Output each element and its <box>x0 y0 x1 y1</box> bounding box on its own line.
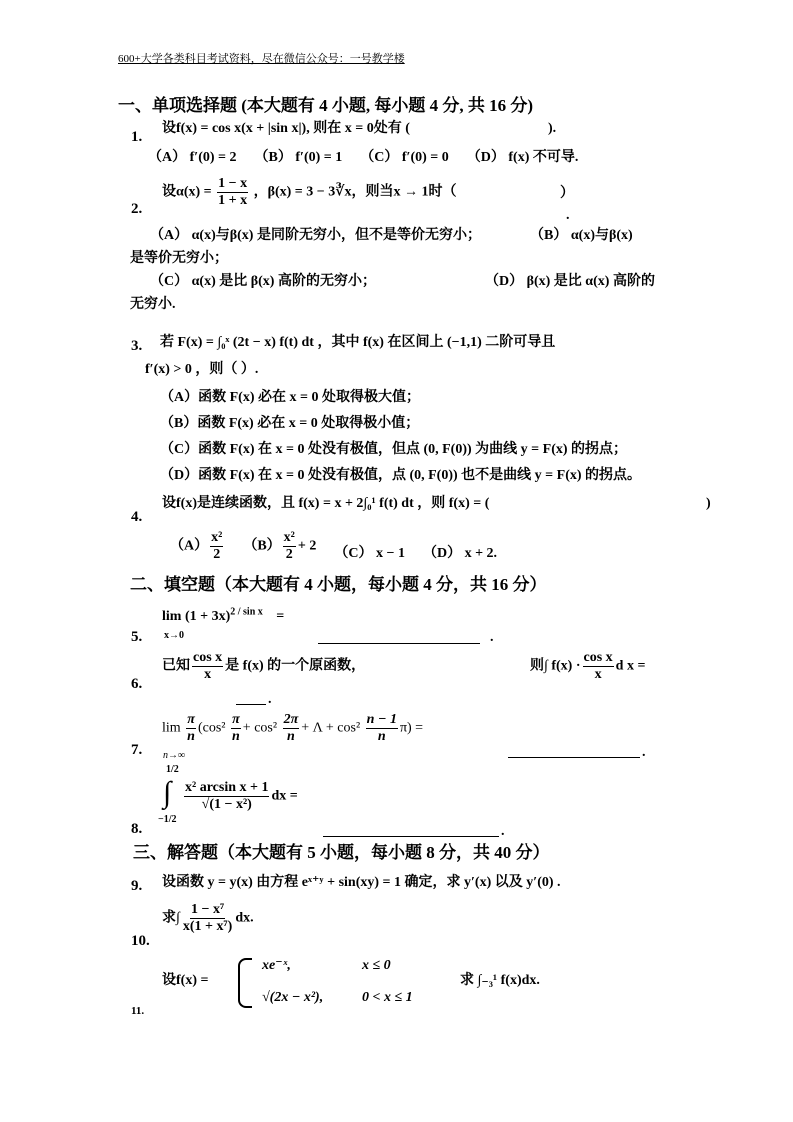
question-stem: 设函数 y = y(x) 由方程 eˣ⁺ʸ + sin(xy) = 1 确定，求 y′(x) 以及 y′(0) . <box>162 875 561 890</box>
upper-limit: 1/2 <box>166 764 179 775</box>
fraction <box>366 712 398 745</box>
stem-suffix: dx. <box>235 910 254 926</box>
option-d: （D） f(x) 不可导. <box>466 150 579 165</box>
question-number: 11. <box>131 1005 145 1017</box>
question-number: 8. <box>131 821 143 837</box>
option-d: （D）函数 F(x) 在 x = 0 处没有极值，点 (0, F(0)) 也不是曲线 y = F(x) 的拐点。 <box>160 468 642 483</box>
answer-blank <box>508 757 640 758</box>
section-title-1: 一、单项选择题 (本大题有 4 小题, 每小题 4 分, 共 16 分) <box>118 96 534 115</box>
fraction <box>283 712 300 745</box>
term: + Λ + cos² <box>301 720 361 736</box>
option-d-cont: 无穷小. <box>130 297 176 312</box>
denominator: 1 + x <box>218 193 248 208</box>
question-stem <box>162 176 456 209</box>
option-d: （D） x + 2. <box>422 546 498 562</box>
answer-paren-close: ) <box>706 496 711 511</box>
question-number: 6. <box>131 676 143 692</box>
integral-prefix: 则∫ f(x) · <box>530 658 581 674</box>
question-stem <box>162 902 254 935</box>
options-row <box>170 530 497 563</box>
question-task: 求 ∫₋₃¹ f(x)dx. <box>460 973 540 988</box>
exponent: 2 / sin x <box>230 606 263 618</box>
integral-sign: ∫ <box>163 776 172 809</box>
numerator: x² <box>211 530 223 545</box>
numerator: 1 − x <box>218 176 248 191</box>
option-a: （A）函数 F(x) 必在 x = 0 处取得极大值； <box>160 390 420 405</box>
question-number: 7. <box>131 742 143 758</box>
options-row <box>148 150 578 167</box>
condition-1: x ≤ 0 <box>362 958 391 973</box>
option-b-cont: 是等价无穷小； <box>130 251 228 266</box>
numerator: 1 − x⁷ <box>191 902 225 917</box>
question-stem-right <box>530 650 645 683</box>
fraction <box>231 712 241 745</box>
denominator: n <box>232 729 240 744</box>
term: + cos² <box>242 720 278 736</box>
question-number: 3. <box>131 338 143 354</box>
fraction <box>186 712 196 745</box>
fraction <box>184 780 269 813</box>
page-header: 600+大学各类科目考试资料，尽在微信公众号：一号教学楼 <box>118 53 405 65</box>
option-label: （B） <box>243 538 281 554</box>
question-number: 1. <box>131 129 143 145</box>
limit-subscript: n→∞ <box>163 750 186 761</box>
dot: . <box>268 692 272 707</box>
denominator: 2 <box>285 547 293 562</box>
question-stem: 设f(x)是连续函数，且 f(x) = x + 2∫₀¹ f(t) dt ，则 f(x) = ( <box>162 496 490 511</box>
limit-subscript: x→0 <box>164 630 184 641</box>
answer-blank <box>323 836 499 837</box>
denominator: x(1 + x⁷) <box>182 919 233 934</box>
denominator: x <box>204 667 212 682</box>
numerator: x² arcsin x + 1 <box>185 780 269 795</box>
dot: . <box>490 630 494 645</box>
brace-icon <box>238 958 252 1008</box>
option-c: （C） α(x) 是比 β(x) 高阶的无穷小； <box>150 274 376 289</box>
integrand <box>182 780 298 813</box>
fraction <box>182 902 234 935</box>
answer-paren-close: ） <box>560 186 574 201</box>
question-number: 9. <box>131 878 143 894</box>
option-c: （C）函数 F(x) 在 x = 0 处没有极值，但点 (0, F(0)) 为曲线 y = F(x) 的拐点； <box>160 442 628 457</box>
option-a: （A） f′(0) = 2 <box>148 150 237 165</box>
numerator: cos x <box>193 650 223 665</box>
stem-suffix: ，β(x) = 3 − 3∛x，则当x → 1时（ <box>253 184 457 200</box>
option-b: （B）函数 F(x) 必在 x = 0 处取得极小值； <box>160 416 420 431</box>
denominator: n <box>377 729 386 744</box>
term: π) = <box>399 720 424 736</box>
question-stem: 若 F(x) = ∫₀ˣ (2t − x) f(t) dt ，其中 f(x) 在区间上 (−1,1) 二阶可导且 <box>160 335 556 350</box>
fraction <box>192 650 223 683</box>
option-label: （A） <box>170 538 209 554</box>
stem-prefix: 已知 <box>162 658 190 674</box>
numerator: 2π <box>283 712 299 727</box>
integral-suffix: d x = <box>615 658 646 674</box>
option-b <box>243 530 316 563</box>
fraction <box>217 176 248 209</box>
denominator: x <box>594 667 602 682</box>
fraction <box>210 530 223 563</box>
term: (cos² <box>197 720 226 736</box>
dot: . <box>642 745 646 760</box>
question-number: 4. <box>131 509 143 525</box>
numerator: n − 1 <box>366 712 397 727</box>
function-name: 设f(x) = <box>162 973 209 988</box>
denominator: n <box>187 729 195 744</box>
section-title-3: 三、解答题（本大题有 5 小题，每小题 8 分，共 40 分） <box>133 843 550 862</box>
numerator: π <box>187 712 195 727</box>
limit-expression <box>162 712 423 745</box>
denominator: n <box>286 729 295 744</box>
option-a <box>170 530 225 563</box>
question-number: 5. <box>131 629 143 645</box>
question-number: 2. <box>131 201 143 217</box>
limit: lim <box>162 720 181 736</box>
dot: . <box>566 208 570 223</box>
question-stem <box>162 650 365 683</box>
option-a: （A） α(x)与β(x) 是同阶无穷小，但不是等价无穷小； <box>150 228 481 243</box>
stem-prefix: 求∫ <box>162 910 180 926</box>
section-title-2: 二、填空题（本大题有 4 小题，每小题 4 分，共 16 分） <box>130 575 547 594</box>
option-c: （C） f′(0) = 0 <box>360 150 449 165</box>
stem-prefix: 设α(x) = <box>162 184 212 200</box>
question-stem: 设f(x) = cos x(x + |sin x|), 则在 x = 0处有 ( <box>162 121 410 136</box>
integral-suffix: dx = <box>271 788 298 804</box>
case-2: √(2x − x²), <box>262 990 324 1005</box>
numerator: x² <box>283 530 295 545</box>
answer-blank <box>318 643 480 644</box>
equals: = <box>276 609 285 624</box>
option-suffix: + 2 <box>297 538 317 554</box>
option-c: （C） x − 1 <box>334 546 405 562</box>
stem-suffix: 是 f(x) 的一个原函数， <box>225 658 366 674</box>
numerator: cos x <box>583 650 613 665</box>
denominator: 2 <box>213 547 221 562</box>
limit-body: lim (1 + 3x) <box>162 609 231 624</box>
answer-blank <box>236 704 266 705</box>
lower-limit: −1/2 <box>158 814 177 825</box>
fraction <box>583 650 614 683</box>
condition-2: 0 < x ≤ 1 <box>362 990 413 1005</box>
dot: . <box>501 824 505 839</box>
limit-expression <box>162 608 284 626</box>
case-1: xe⁻ˣ, <box>262 958 291 973</box>
answer-paren-close: ). <box>548 121 557 136</box>
denominator: √(1 − x²) <box>201 797 252 812</box>
option-d: （D） β(x) 是比 α(x) 高阶的 <box>485 274 655 289</box>
numerator: π <box>232 712 240 727</box>
fraction <box>283 530 296 563</box>
question-number: 10. <box>131 933 150 949</box>
option-b: （B） α(x)与β(x) <box>530 228 633 243</box>
question-stem-cont: f′(x) > 0 ，则（ ）. <box>145 362 259 377</box>
option-b: （B） f′(0) = 1 <box>254 150 343 165</box>
